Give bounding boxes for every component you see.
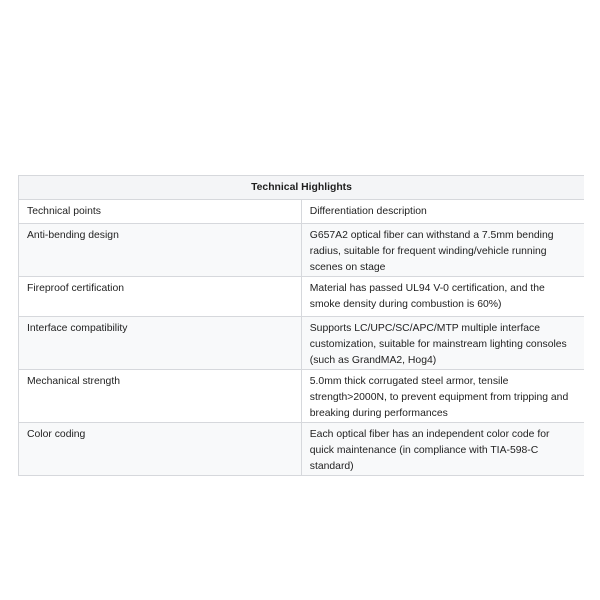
table-row [19,317,585,370]
table-row [19,370,585,423]
table-row [19,423,585,476]
table-row [19,277,585,317]
row-technical-point: Interface compatibility [19,317,302,370]
table-title: Technical Highlights [19,176,585,200]
table-row [19,224,585,277]
row-technical-point: Fireproof certification [19,277,302,317]
row-description: Supports LC/UPC/SC/APC/MTP multiple interface customization, suitable for mainstream lighting consoles (such as GrandMA2, Hog4) [301,317,584,370]
row-description: 5.0mm thick corrugated steel armor, tensile strength>2000N, to prevent equipment from tripping and breaking during performances [301,370,584,423]
row-description: Material has passed UL94 V-0 certification, and the smoke density during combustion is 60%) [301,277,584,317]
row-technical-point: Mechanical strength [19,370,302,423]
column-header-differentiation-description: Differentiation description [301,200,584,224]
table-header-row [19,200,585,224]
row-technical-point: Color coding [19,423,302,476]
technical-highlights-table [18,175,584,476]
row-description: Each optical fiber has an independent color code for quick maintenance (in compliance with TIA-598-C standard) [301,423,584,476]
table-title-row [19,176,585,200]
technical-highlights-table-container [18,175,584,476]
row-technical-point: Anti-bending design [19,224,302,277]
column-header-technical-points: Technical points [19,200,302,224]
row-description: G657A2 optical fiber can withstand a 7.5mm bending radius, suitable for frequent winding/vehicle running scenes on stage [301,224,584,277]
